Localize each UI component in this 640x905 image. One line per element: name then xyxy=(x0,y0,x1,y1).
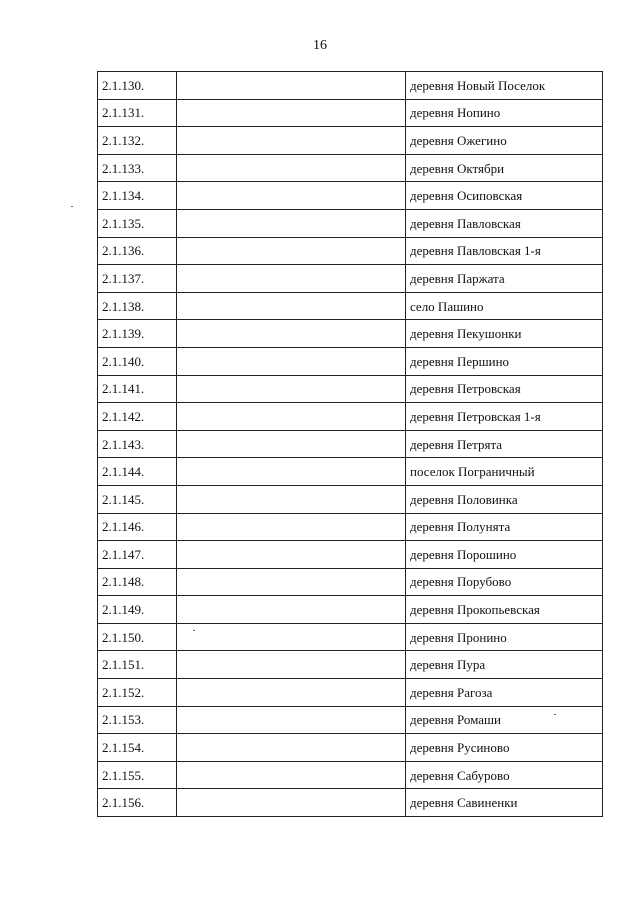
empty-cell xyxy=(177,72,406,100)
empty-cell xyxy=(177,430,406,458)
row-number-cell: 2.1.138. xyxy=(98,292,177,320)
empty-cell xyxy=(177,347,406,375)
table-row xyxy=(98,541,603,569)
row-number-cell: 2.1.141. xyxy=(98,375,177,403)
table-row xyxy=(98,513,603,541)
table-row xyxy=(98,209,603,237)
settlement-name-cell: деревня Половинка xyxy=(406,485,603,513)
row-number-cell: 2.1.154. xyxy=(98,734,177,762)
table-row xyxy=(98,182,603,210)
settlement-name-cell: деревня Нопино xyxy=(406,99,603,127)
row-number-cell: 2.1.133. xyxy=(98,154,177,182)
table-row xyxy=(98,789,603,817)
row-number-cell: 2.1.145. xyxy=(98,485,177,513)
table-row xyxy=(98,568,603,596)
row-number-cell: 2.1.132. xyxy=(98,127,177,155)
settlement-name-cell: деревня Ромаши xyxy=(406,706,603,734)
table-row xyxy=(98,127,603,155)
settlement-name-cell: деревня Павловская xyxy=(406,209,603,237)
row-number-cell: 2.1.142. xyxy=(98,403,177,431)
empty-cell xyxy=(177,209,406,237)
empty-cell xyxy=(177,99,406,127)
table-row xyxy=(98,237,603,265)
row-number-cell: 2.1.149. xyxy=(98,596,177,624)
row-number-cell: 2.1.130. xyxy=(98,72,177,100)
empty-cell xyxy=(177,237,406,265)
empty-cell xyxy=(177,706,406,734)
scan-speck xyxy=(71,206,73,207)
scan-speck xyxy=(554,714,556,715)
settlement-name-cell: деревня Петрята xyxy=(406,430,603,458)
settlement-name-cell: деревня Порубово xyxy=(406,568,603,596)
empty-cell xyxy=(177,403,406,431)
row-number-cell: 2.1.135. xyxy=(98,209,177,237)
settlement-name-cell: деревня Пронино xyxy=(406,623,603,651)
row-number-cell: 2.1.136. xyxy=(98,237,177,265)
settlement-name-cell: деревня Савиненки xyxy=(406,789,603,817)
table-row xyxy=(98,623,603,651)
settlement-name-cell: деревня Прокопьевская xyxy=(406,596,603,624)
settlement-name-cell: деревня Октябри xyxy=(406,154,603,182)
table-row xyxy=(98,430,603,458)
row-number-cell: 2.1.146. xyxy=(98,513,177,541)
table-row xyxy=(98,72,603,100)
table-row xyxy=(98,458,603,486)
row-number-cell: 2.1.140. xyxy=(98,347,177,375)
table-row xyxy=(98,403,603,431)
empty-cell xyxy=(177,513,406,541)
scan-speck xyxy=(193,630,195,631)
table-row xyxy=(98,761,603,789)
settlement-name-cell: поселок Пограничный xyxy=(406,458,603,486)
settlements-table-body xyxy=(98,72,603,817)
empty-cell xyxy=(177,182,406,210)
empty-cell xyxy=(177,651,406,679)
row-number-cell: 2.1.151. xyxy=(98,651,177,679)
settlement-name-cell: деревня Рагоза xyxy=(406,679,603,707)
table-row xyxy=(98,347,603,375)
page-number: 16 xyxy=(313,38,327,53)
settlement-name-cell: деревня Петровская xyxy=(406,375,603,403)
settlement-name-cell: деревня Порошино xyxy=(406,541,603,569)
settlement-name-cell: деревня Осиповская xyxy=(406,182,603,210)
table-row xyxy=(98,596,603,624)
empty-cell xyxy=(177,568,406,596)
row-number-cell: 2.1.153. xyxy=(98,706,177,734)
empty-cell xyxy=(177,154,406,182)
empty-cell xyxy=(177,761,406,789)
settlement-name-cell: деревня Ожегино xyxy=(406,127,603,155)
empty-cell xyxy=(177,375,406,403)
table-row xyxy=(98,265,603,293)
row-number-cell: 2.1.134. xyxy=(98,182,177,210)
empty-cell xyxy=(177,127,406,155)
row-number-cell: 2.1.147. xyxy=(98,541,177,569)
empty-cell xyxy=(177,541,406,569)
settlement-name-cell: деревня Паржата xyxy=(406,265,603,293)
row-number-cell: 2.1.156. xyxy=(98,789,177,817)
empty-cell xyxy=(177,292,406,320)
row-number-cell: 2.1.144. xyxy=(98,458,177,486)
empty-cell xyxy=(177,679,406,707)
empty-cell xyxy=(177,485,406,513)
table-row xyxy=(98,679,603,707)
row-number-cell: 2.1.155. xyxy=(98,761,177,789)
settlement-name-cell: деревня Пура xyxy=(406,651,603,679)
table-row xyxy=(98,375,603,403)
row-number-cell: 2.1.137. xyxy=(98,265,177,293)
settlement-name-cell: деревня Новый Поселок xyxy=(406,72,603,100)
row-number-cell: 2.1.150. xyxy=(98,623,177,651)
table-row xyxy=(98,99,603,127)
row-number-cell: 2.1.148. xyxy=(98,568,177,596)
settlement-name-cell: деревня Петровская 1-я xyxy=(406,403,603,431)
empty-cell xyxy=(177,320,406,348)
table-row xyxy=(98,706,603,734)
empty-cell xyxy=(177,596,406,624)
settlement-name-cell: деревня Русиново xyxy=(406,734,603,762)
row-number-cell: 2.1.143. xyxy=(98,430,177,458)
empty-cell xyxy=(177,623,406,651)
row-number-cell: 2.1.152. xyxy=(98,679,177,707)
empty-cell xyxy=(177,458,406,486)
settlement-name-cell: деревня Сабурово xyxy=(406,761,603,789)
settlement-name-cell: деревня Пекушонки xyxy=(406,320,603,348)
empty-cell xyxy=(177,265,406,293)
settlement-name-cell: деревня Полунята xyxy=(406,513,603,541)
settlement-name-cell: деревня Павловская 1-я xyxy=(406,237,603,265)
table-row xyxy=(98,485,603,513)
row-number-cell: 2.1.139. xyxy=(98,320,177,348)
settlement-name-cell: деревня Першино xyxy=(406,347,603,375)
settlement-name-cell: село Пашино xyxy=(406,292,603,320)
settlements-table xyxy=(97,71,603,817)
table-row xyxy=(98,154,603,182)
table-row xyxy=(98,292,603,320)
empty-cell xyxy=(177,789,406,817)
empty-cell xyxy=(177,734,406,762)
table-row xyxy=(98,734,603,762)
table-row xyxy=(98,651,603,679)
row-number-cell: 2.1.131. xyxy=(98,99,177,127)
table-row xyxy=(98,320,603,348)
